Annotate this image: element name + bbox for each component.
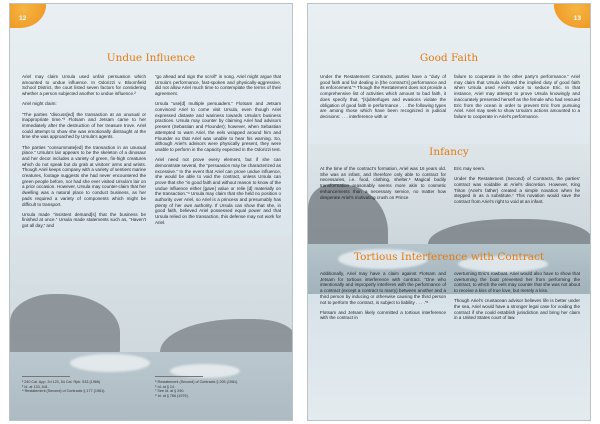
tortious-column-2 [454, 271, 580, 321]
paragraph: Ariel might claim: [22, 101, 57, 107]
footnotes-right [155, 380, 281, 398]
heading-undue-influence: Undue Influence [106, 52, 196, 64]
footnote-rule [155, 376, 203, 377]
heading-infancy: Infancy [429, 146, 469, 158]
footnote: ⁷ See Id. at § 290. [155, 389, 185, 393]
left-page [9, 3, 293, 421]
footnotes-left [22, 380, 146, 394]
page-corner-tab [554, 3, 591, 28]
paragraph: overturning Eric’s rowboat. Ariel would also have to show that overturning the boat prevented her from performing the contract, to which the eels may counter that she was not about to receive a kiss of true love, but merely a kiss. [454, 271, 580, 294]
tortious-column-1 [320, 271, 446, 321]
paragraph: “go ahead and sign the scroll” in song. Ariel might argue that Ursula’s performance, fast-spoken and physically-aggressive, did not allow Ariel much time to contemplate the terms of their agreement. [155, 74, 281, 97]
paragraph: “The parties “discuss[ed] the transaction at an unusual or inappropriate time.”³ Flotsam and Jetsam came to her immediately after the destruction of her treasure trove. Ariel could attempt to show she was emotionally distraught at the time she was approached by Ursula’s agents. [22, 111, 146, 140]
paragraph: Though Ariel’s crustacean advisor believes life is better under the sea, Ariel would have a stronger legal case for voiding the contract if she could establish jurisdiction and bring her claim in a United States court of law. [454, 298, 580, 321]
footnote: ⁶ Id. at § 14. [155, 384, 175, 389]
paragraph: Eric may seem. [454, 166, 486, 171]
infancy-column-2 [454, 166, 580, 205]
paragraph: Under the Restatement (Second) of Contracts, the parties’ contract was voidable at Ariel’s discretion. However, King Triton (Ariel’s father) created a simple novation when he stepped in as a substitute.⁷ This novation would save the contract from Ariel’s right to void at an infant. [454, 176, 580, 205]
page-corner-tab [9, 3, 46, 28]
paragraph: failure to cooperate in the other party’s performance.” Ariel may claim that Ursula violated the implied duty of good faith when Ursula used Ariel’s voice to seduce Eric. In that instance, Ariel may attempt to prove Ursula knowingly and inaccurately presented herself as the female who had rescued Eric from the ocean in order to prevent Eric from pursuing Ariel. Ariel may seek to show Ursula’s actions amounted to a failure to cooperate in Ariel’s performance. [454, 74, 580, 119]
page-number: 12 [19, 15, 27, 22]
footnote: ⁸ Id. at § 766 (1979). [155, 393, 189, 398]
paragraph: The parties “consummate[ed] the transaction in an unusual place.” Ursula’s lair appears to be the skeleton of a dinosaur and her decor includes a variety of green, fin-high creatures which do not speak but do grab at visitors’ arms and wrists. Though Ariel keeps company with a variety of sentient marine creatures, footage suggests she had never encountered the green people before, nor had she ever visited Ursula’s lair on a prior occasion. However, Ursula may counter-claim that her dwelling was a natural place to conduct business, as her pads required a variety of components which might be difficult to transport. [22, 144, 146, 207]
paragraph: At the time of the contract’s formation, Ariel was 16 years old. She was an infant, and therefore only able to contract for necessaries, i.e. food, clothing, shelter.⁶ Magical bodily transformation reasonably seems more akin to cosmetic enhancements than a necessary service, no matter how desperate Ariel’s motivating crush on Prince [320, 166, 446, 200]
left-column-1 [22, 74, 146, 229]
footnote: ⁴ Restatement (Second) of Contracts § 177 (1981). [22, 389, 106, 393]
paragraph: Ursula “use[d] multiple persuaders.” Flotsam and Jetsam convinced Ariel to come visit Ursula, even though Ariel expressed distaste and wariness towards Ursula’s business practices. Ursula may counter by claiming Ariel had advisors present (Sebastian and Flounder); however, when Sebastian attempted to warn Ariel, the eels wrapped around him and Flounder so that Ariel was unable to hear his warning. So, although Ariel’s advisors were physically present, they were unable to perform in the capacity expected in the Odorizzi test. [155, 101, 281, 152]
footnote: ³ Id. at 133, 541. [22, 384, 49, 389]
heading-good-faith: Good Faith [419, 52, 479, 64]
heading-tortious-interference: Tortious Interference with Contract [353, 251, 545, 263]
paragraph: Ursula made “insistent demand[s] that the business be finished at once.” Ursula made statements such as, “Haven’t got all day,” and [22, 211, 146, 229]
paragraph: Flotsam and Jetsam likely committed a tortious interference with the contract in [320, 309, 446, 321]
page-number: 13 [573, 15, 581, 22]
right-page [307, 3, 591, 421]
paragraph: Ariel need not prove every element, but if she can demonstrate several, the “persuasion may be characterized as excessive.” In the event that Ariel can prove undue influence, she would be able to void the contract, unless Ursula can prove that she “in good faith and without reason to know of the undue influence either [gave] value or relie [d] materially on the transaction.”⁴ Ursula may claim that she held no position o authority over Ariel, so Ariel is a princess and presumably has plenty of her own authority. If Ursula can show that she, in good faith, believed Ariel possessed equal power and that Ursula relied on the transaction, this defense may not work for Ariel. [155, 157, 281, 225]
good-faith-column-2 [454, 74, 580, 120]
good-faith-column-1 [320, 74, 446, 120]
left-column-2 [155, 74, 281, 226]
paragraph: Ariel may claim Ursula used unfair persuasion which amounted to undue influence. In Odorizzi v. Bloomfield School District, the court listed seven factors for considering whether a person subjected another to undue influence.² [22, 74, 146, 97]
footnote-rule [22, 376, 70, 377]
footnote: ⁵ Restatement (Second) of Contracts § 205 (1981). [155, 380, 239, 384]
infancy-column-1 [320, 166, 446, 200]
footnote: ² 240 Cal. App. 2d 123, 54 Cal. Rptr. 533 (1966) [22, 380, 101, 384]
paragraph: Under the Restatement Contracts, parties have a “duty of good faith and fair dealing in [the contract’s] performance and its enforcement.”⁵ Though the Restatement does not provide a comprehensive list of activities which amount to bad faith, it does specify that, “[s]ubterfuges and evasions violate the obligation of good faith in performance . . . the following types are among those which have been recognized in judicial decisions: . . . interference with or [320, 74, 446, 119]
paragraph: Additionally, Ariel may have a claim against Flotsam and Jetsam for tortious interference with contract. “One who intentionally and improperly interferes with the performance of a contract (except a contract to marry) between another and a third person by inducing or otherwise causing the third person not to perform the contract, is subject to liability . . . .”⁸ [320, 271, 446, 305]
